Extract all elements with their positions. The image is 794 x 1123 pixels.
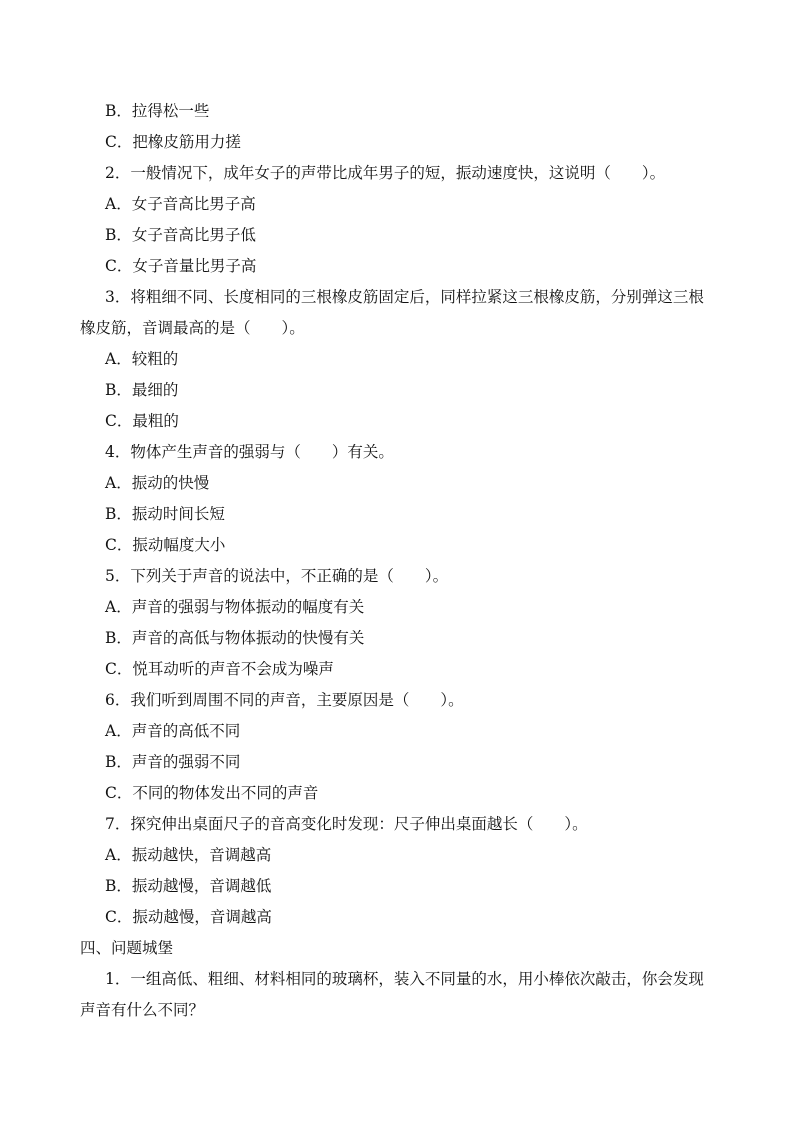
section-heading: 四、问题城堡 xyxy=(80,939,174,957)
q5-option-b: B．声音的高低与物体振动的快慢有关 xyxy=(105,629,365,647)
q3-option-b: B．最细的 xyxy=(105,381,179,399)
worksheet-content xyxy=(0,96,794,1026)
q2-question: 2．一般情况下，成年女子的声带比成年男子的短，振动速度快，这说明（ ）。 xyxy=(105,164,666,182)
q1-option-b: B．拉得松一些 xyxy=(105,102,210,120)
q7-option-a: A．振动越快，音调越高 xyxy=(105,846,272,864)
q4-question: 4．物体产生声音的强弱与（ ）有关。 xyxy=(105,443,394,461)
q3-option-a: A．较粗的 xyxy=(105,350,179,368)
q1-option-c: C．把橡皮筋用力搓 xyxy=(105,133,241,151)
q5-question: 5．下列关于声音的说法中，不正确的是（ ）。 xyxy=(105,567,449,585)
q7-question: 7．探究伸出桌面尺子的音高变化时发现：尺子伸出桌面越长（ ）。 xyxy=(105,815,588,833)
q5-option-c: C．悦耳动听的声音不会成为噪声 xyxy=(105,660,334,678)
q7-option-c: C．振动越慢，音调越高 xyxy=(105,908,272,926)
q3-question-continued: 橡皮筋，音调最高的是（ ）。 xyxy=(80,319,305,337)
q4-option-a: A．振动的快慢 xyxy=(105,474,210,492)
q7-option-b: B．振动越慢，音调越低 xyxy=(105,877,272,895)
q4-option-c: C．振动幅度大小 xyxy=(105,536,226,554)
q4-option-b: B．振动时间长短 xyxy=(105,505,225,523)
q3-question: 3．将粗细不同、长度相同的三根橡皮筋固定后，同样拉紧这三根橡皮筋，分别弹这三根 xyxy=(105,288,704,306)
q6-option-a: A．声音的高低不同 xyxy=(105,722,241,740)
section4-q1-question-continued: 声音有什么不同？ xyxy=(80,1001,205,1019)
q2-option-c: C．女子音量比男子高 xyxy=(105,257,257,275)
q5-option-a: A．声音的强弱与物体振动的幅度有关 xyxy=(105,598,365,616)
q2-option-a: A．女子音高比男子高 xyxy=(105,195,256,213)
q6-question: 6．我们听到周围不同的声音，主要原因是（ ）。 xyxy=(105,691,464,709)
q6-option-b: B．声音的强弱不同 xyxy=(105,753,241,771)
q6-option-c: C．不同的物体发出不同的声音 xyxy=(105,784,319,802)
q2-option-b: B．女子音高比男子低 xyxy=(105,226,256,244)
section4-q1-question: 1．一组高低、粗细、材料相同的玻璃杯，装入不同量的水，用小棒依次敲击，你会发现 xyxy=(105,970,704,988)
q3-option-c: C．最粗的 xyxy=(105,412,179,430)
